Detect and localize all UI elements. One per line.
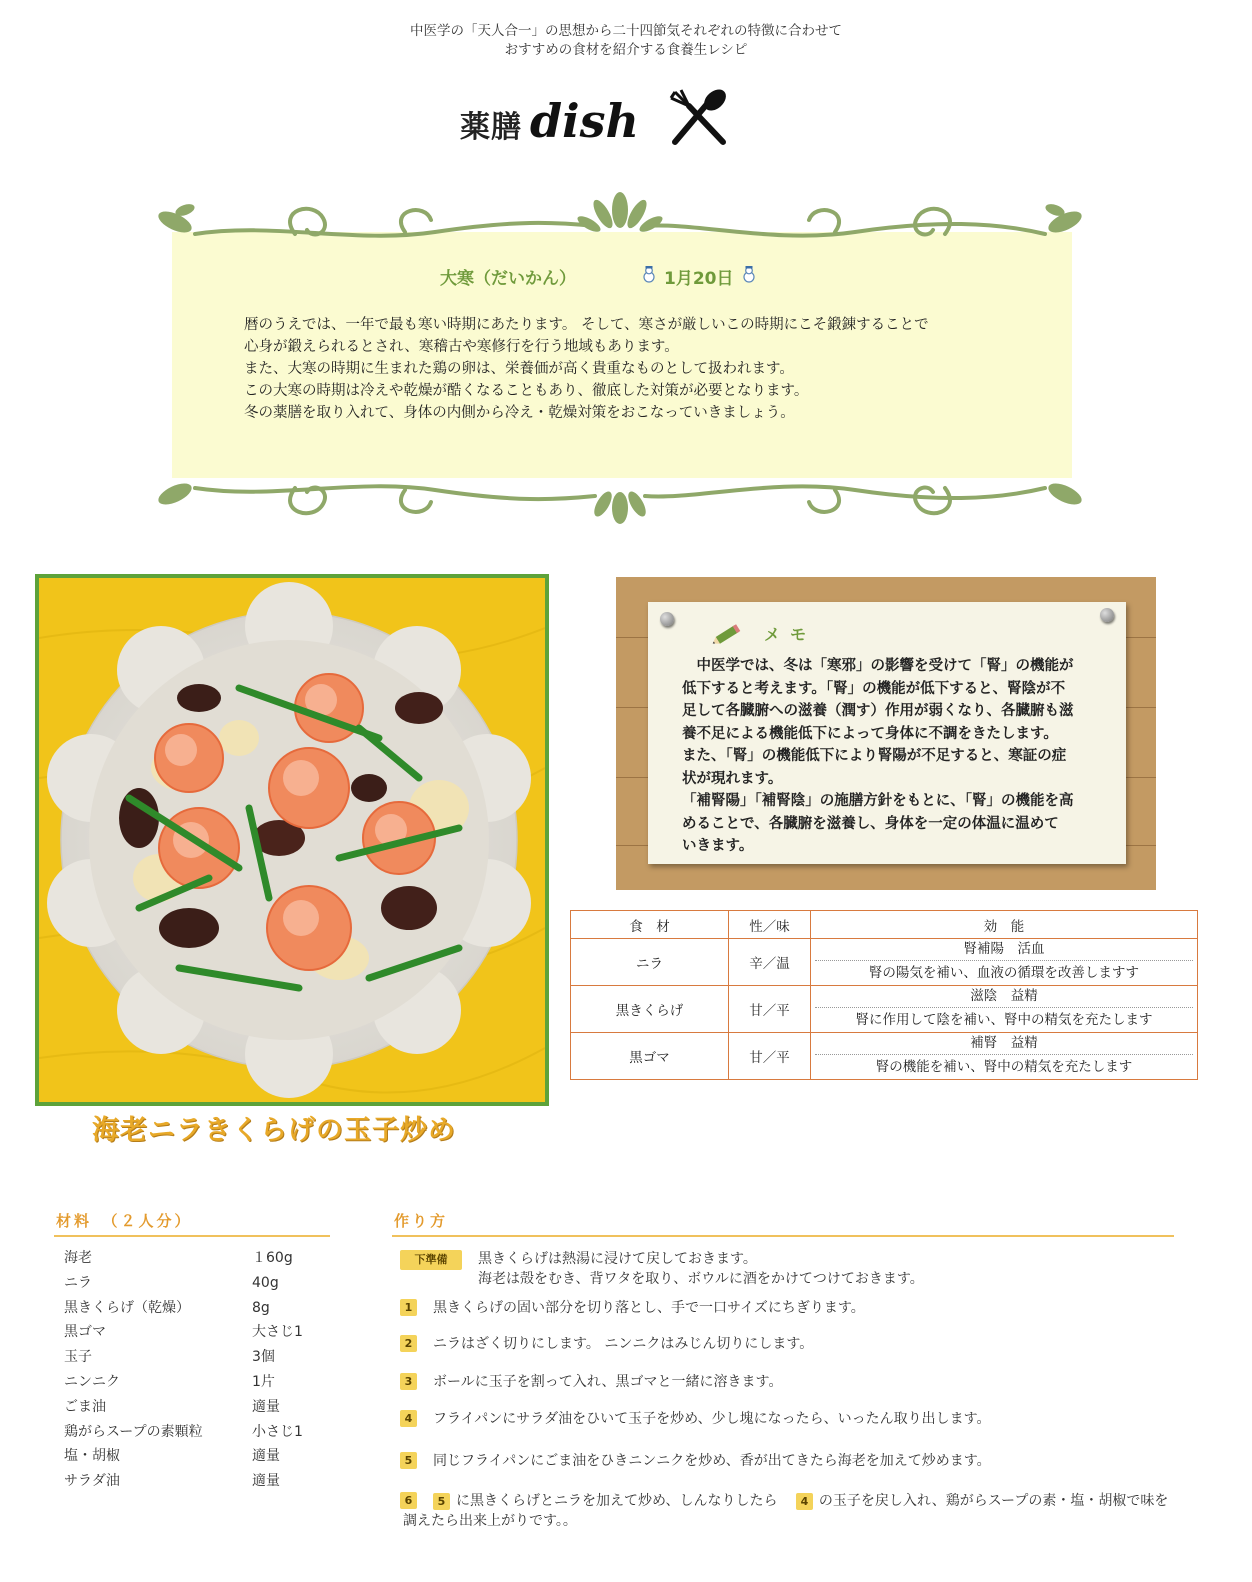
list-item	[64, 1420, 324, 1445]
snowman-icon	[734, 265, 764, 288]
memo-line: 状が現れます。	[682, 770, 783, 787]
list-item	[64, 1370, 324, 1395]
ingredient-name: 玉子	[64, 1349, 92, 1366]
ingredient-amount: 40g	[252, 1274, 279, 1291]
ingredient-amount: 適量	[252, 1398, 280, 1415]
step-item	[400, 1451, 991, 1471]
ingredients-divider	[54, 1235, 330, 1237]
season-line: 心身が鍛えられるとされ、寒稽古や寒修行を行う地域もあります。	[244, 339, 679, 355]
step-text-part: の玉子を戻し入れ、鶏がらスープの素・塩・胡椒で味を	[818, 1493, 1169, 1509]
step-number: 5	[400, 1452, 417, 1469]
list-item	[64, 1395, 324, 1420]
ingredients-heading: 材料 （２人分）	[56, 1212, 193, 1230]
step-text: ニラはざく切りにします。 ニンニクはみじん切りにします。	[433, 1336, 814, 1352]
prep-step	[400, 1249, 924, 1289]
effect-title: 腎補陽 活血	[815, 939, 1193, 961]
step-number: 2	[400, 1335, 417, 1352]
ingredient-name: 黒きくらげ（乾燥）	[64, 1299, 190, 1316]
header-ingredient: 食 材	[571, 911, 729, 939]
step-text: 同じフライパンにごま油をひきニンニクを炒め、香が出てきたら海老を加えて炒めます。	[433, 1453, 991, 1469]
steps-heading: 作り方	[394, 1212, 449, 1230]
intro-line-1: 中医学の「天人合一」の思想から二十四節気それぞれの特徴に合わせて	[410, 23, 842, 39]
ingredient-name: 海老	[64, 1250, 92, 1266]
list-item	[64, 1271, 324, 1296]
step-item	[400, 1409, 990, 1429]
list-item	[64, 1345, 324, 1370]
season-date: 1月20日	[664, 269, 734, 289]
ingredient-effects-table	[570, 910, 1198, 1080]
step-item	[400, 1334, 813, 1354]
memo-line: 中医学では、冬は「寒邪」の影響を受けて「腎」の機能が	[682, 658, 1074, 674]
header-effect: 効 能	[811, 911, 1198, 939]
list-item	[64, 1296, 324, 1321]
ingredient-name: 鶏がらスープの素顆粒	[64, 1423, 203, 1440]
step-text: フライパンにサラダ油をひいて玉子を炒め、少し塊になったら、いったん取り出します。	[433, 1411, 991, 1427]
step-number: 1	[400, 1299, 417, 1316]
pin-icon	[1100, 608, 1114, 622]
intro-text	[0, 22, 1252, 60]
ingredient-name: 塩・胡椒	[64, 1448, 120, 1465]
fork-spoon-icon	[667, 88, 733, 146]
season-line: 冬の薬膳を取り入れて、身体の内側から冷え・乾燥対策をおこなっていきましょう。	[244, 405, 795, 421]
ingredient-amount: １60g	[252, 1250, 293, 1266]
cell-effect	[811, 1033, 1198, 1080]
step-text-part: 調えたら出来上がりです。。	[403, 1513, 577, 1529]
prep-badge: 下準備	[400, 1250, 462, 1270]
step-item	[400, 1491, 1168, 1531]
memo-line: 低下すると考えます。「腎」の機能が低下すると、腎陰が不	[682, 680, 1066, 697]
prep-text	[478, 1249, 924, 1289]
step-ref-badge: 5	[433, 1493, 450, 1510]
ingredients-list	[64, 1246, 324, 1494]
step-number: 6	[400, 1492, 417, 1509]
logo-dish: dish	[530, 94, 639, 148]
step-number: 3	[400, 1373, 417, 1390]
header-nature: 性／味	[729, 911, 811, 939]
step-item	[400, 1298, 865, 1318]
snowman-icon	[634, 265, 664, 288]
logo-kanji: 薬膳	[460, 110, 522, 145]
ingredient-name: サラダ油	[64, 1473, 120, 1490]
cell-name: 黒きくらげ	[571, 986, 729, 1033]
effect-title: 滋陰 益精	[815, 986, 1193, 1008]
ingredient-amount: 大さじ1	[252, 1324, 303, 1341]
season-name: 大寒（だいかん）	[440, 269, 576, 289]
cell-name: 黒ゴマ	[571, 1033, 729, 1080]
dish-photo	[35, 574, 549, 1106]
ingredient-amount: 3個	[252, 1349, 275, 1366]
table-row	[571, 1033, 1198, 1080]
ingredient-amount: 適量	[252, 1448, 280, 1465]
season-line: また、大寒の時期に生まれた鶏の卵は、栄養価が高く貴重なものとして扱われます。	[244, 361, 794, 377]
pin-icon	[660, 612, 674, 626]
effect-title: 補腎 益精	[815, 1033, 1193, 1055]
effect-desc: 腎の機能を補い、腎中の精気を充たします	[875, 1059, 1133, 1075]
list-item	[64, 1444, 324, 1469]
ingredient-amount: 適量	[252, 1473, 280, 1490]
step-text: 黒きくらげの固い部分を切り落とし、手で一口サイズにちぎります。	[433, 1300, 865, 1316]
memo-heading	[712, 622, 816, 645]
cell-effect	[811, 939, 1198, 986]
intro-line-2: おすすめの食材を紹介する食養生レシピ	[504, 42, 748, 58]
dish-title: 海老ニラきくらげの玉子炒め	[92, 1115, 456, 1146]
step-item	[400, 1372, 782, 1392]
season-line: 暦のうえでは、一年で最も寒い時期にあたります。 そして、寒さが厳しいこの時期にこそ鍛錬することで	[244, 317, 929, 333]
cell-effect	[811, 986, 1198, 1033]
ingredient-amount: 1片	[252, 1373, 275, 1390]
ingredient-name: ニラ	[64, 1274, 92, 1291]
ingredient-amount: 小さじ1	[252, 1423, 303, 1440]
steps-divider	[392, 1235, 1174, 1237]
ingredient-name: 黒ゴマ	[64, 1324, 106, 1341]
memo-line: めることで、各臓腑を滋養し、身体を一定の体温に温めて	[682, 815, 1059, 832]
logo	[460, 86, 733, 146]
ingredient-amount: 8g	[252, 1299, 270, 1316]
memo-line: 足して各臓腑への滋養（潤す）作用が弱くなり、各臓腑も滋	[682, 703, 1074, 719]
table-row	[571, 939, 1198, 986]
step-text	[403, 1491, 1169, 1531]
cell-nature: 甘／平	[729, 986, 811, 1033]
list-item	[64, 1246, 324, 1271]
step-ref-badge: 4	[796, 1493, 813, 1510]
effect-desc: 腎の陽気を補い、血液の循環を改善しますす	[868, 965, 1140, 981]
table-header-row	[571, 911, 1198, 939]
memo-title: メモ	[764, 625, 817, 644]
season-description	[244, 314, 1024, 424]
cell-name: ニラ	[571, 939, 729, 986]
ingredient-name: ごま油	[64, 1398, 106, 1415]
list-item	[64, 1469, 324, 1494]
memo-text	[682, 655, 1102, 858]
cell-nature: 辛／温	[729, 939, 811, 986]
step-text-part: に黒きくらげとニラを加えて炒め、しんなりしたら	[456, 1493, 778, 1509]
memo-line: いきます。	[682, 838, 754, 854]
table-row	[571, 986, 1198, 1033]
season-heading	[440, 264, 764, 289]
step-number: 4	[400, 1410, 417, 1427]
effect-desc: 腎に作用して陰を補い、腎中の精気を充たします	[855, 1012, 1153, 1028]
pencil-icon	[712, 623, 744, 645]
prep-line: 黒きくらげは熱湯に浸けて戻しておきます。	[478, 1251, 757, 1267]
memo-line: 養不足による機能低下によって身体に不調をきたします。	[682, 725, 1058, 742]
list-item	[64, 1320, 324, 1345]
memo-line: 「補腎陽」「補腎陰」の施膳方針をもとに、「腎」の機能を高	[682, 793, 1074, 809]
ingredient-name: ニンニク	[64, 1373, 120, 1390]
step-text: ボールに玉子を割って入れ、黒ゴマと一緒に溶きます。	[433, 1374, 783, 1390]
memo-line: また、「腎」の機能低下により腎陽が不足すると、寒証の症	[682, 748, 1067, 764]
cell-nature: 甘／平	[729, 1033, 811, 1080]
season-line: この大寒の時期は冷えや乾燥が酷くなることもあり、徹底した対策が必要となります。	[244, 383, 809, 399]
prep-line: 海老は殻をむき、背ワタを取り、ボウルに酒をかけてつけておきます。	[478, 1271, 924, 1287]
